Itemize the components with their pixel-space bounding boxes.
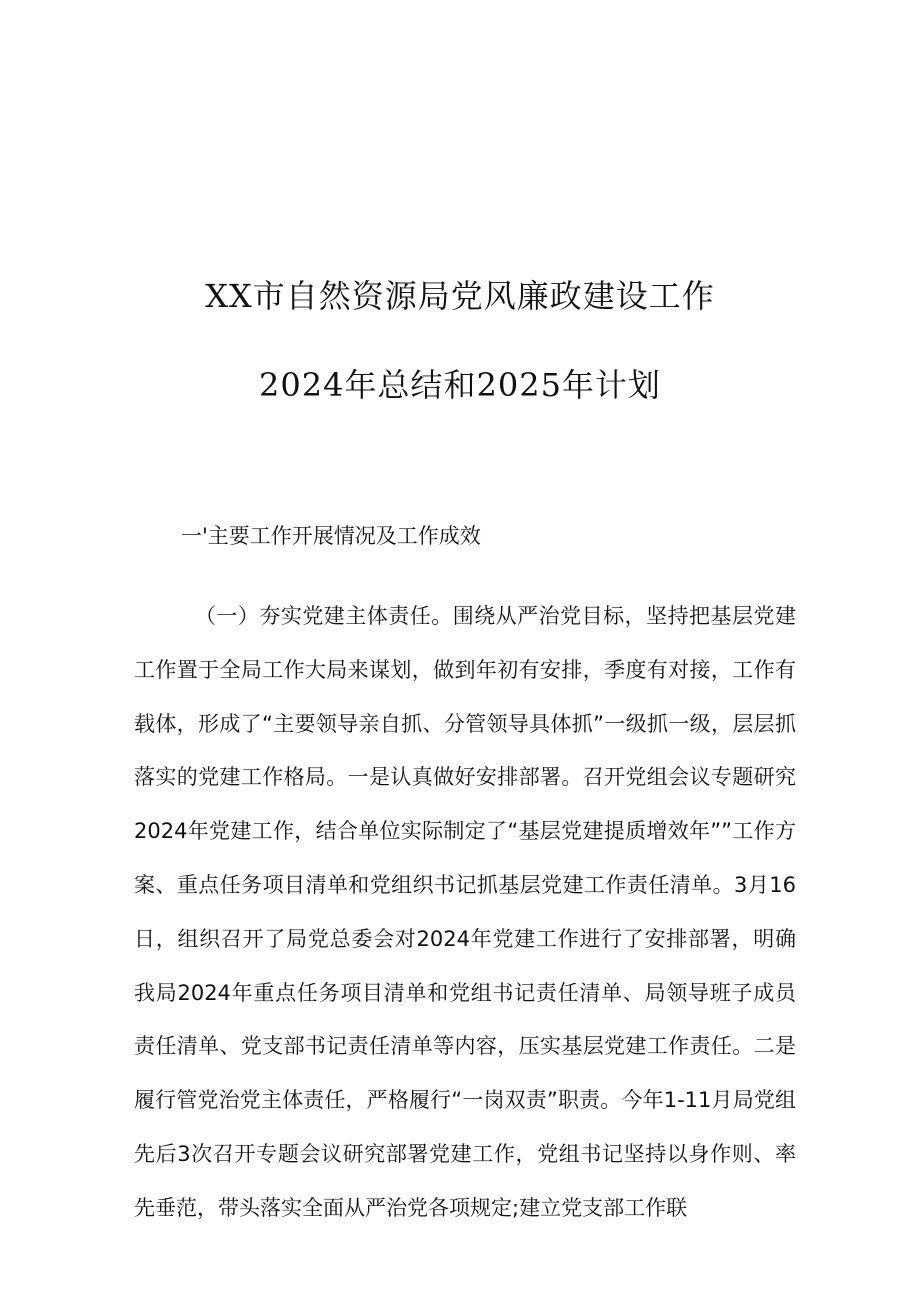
document-title-line-2: 2024年总结和2025年计划 (259, 366, 661, 404)
body-paragraph: （一）夯实党建主体责任。围绕从严治党目标，坚持把基层党建工作置于全局工作大局来谋划，做到年初有安排，季度有对接，工作有载体，形成了“主要领导亲自抓、分管领导具体抓”一级抓一级，层层抓落实的党建工作格局。一是认真做好安排部署。召开党组会议专题研究2024年党建工作，结合单位实际制定了“基层党建提质增效年””工作方案、重点任务项目清单和党组织书记抓基层党建工作责任清单。3月16日，组织召开了局党总委会对2024年党建工作进行了安排部署，明确我局2024年重点任务项目清单和党组书记责任清单、局领导班子成员责任清单、党支部书记责任清单等内容，压实基层党建工作责任。二是履行管党治党主体责任，严格履行“一岗双责”职责。今年1-11月局党组先后3次召开专题会议研究部署党建工作，党组书记坚持以身作则、率先垂范，带头落实全面从严治党各项规定;建立党支部工作联 (134, 604, 796, 1220)
section-heading: 一'主要工作开展情况及工作成效 (181, 524, 481, 548)
document-title-line-1: XX市自然资源局党风廉政建设工作 (205, 277, 715, 315)
